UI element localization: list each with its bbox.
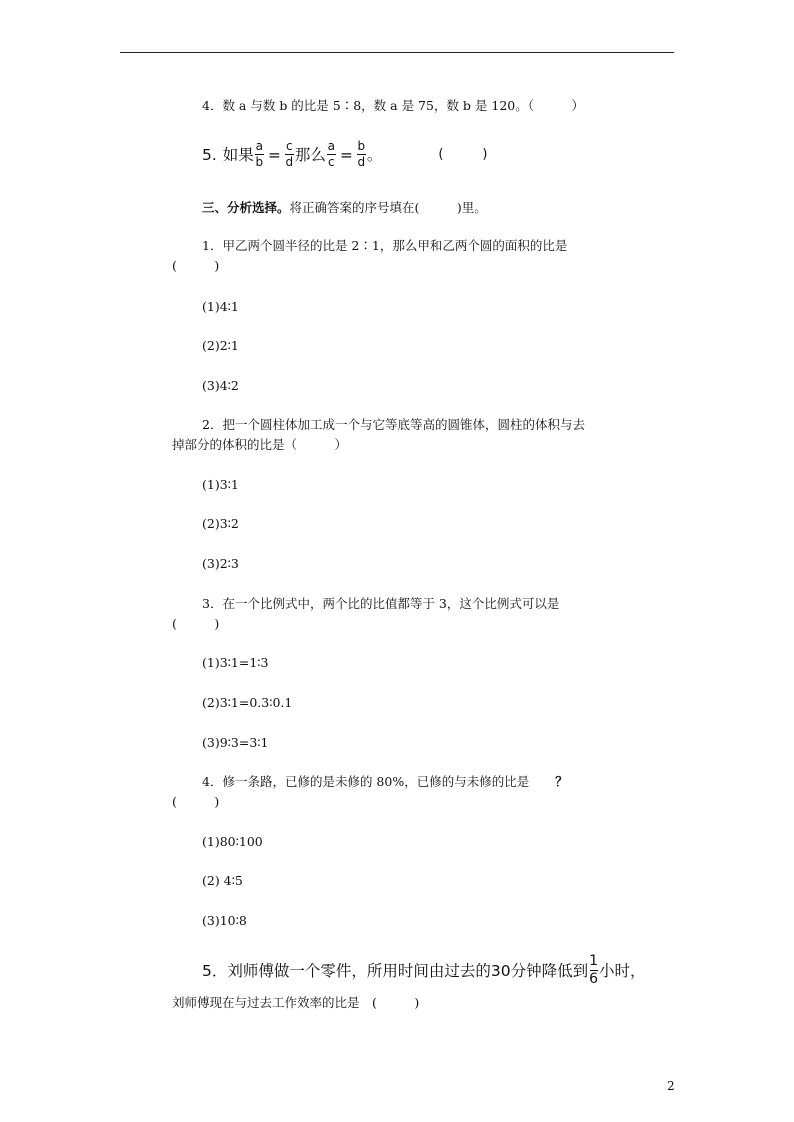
equals-sign: = [267, 145, 281, 164]
fraction-b-over-d: $\frac{b}{d}$ [357, 139, 366, 169]
section-3-instruction: 将正确答案的序号填在( )里。 [289, 200, 487, 215]
fraction-c-over-d: $\frac{c}{d}$ [285, 139, 294, 169]
question-5-tail: 小时， [599, 961, 646, 980]
question-2-stem: 2．把一个圆柱体加工成一个与它等底等高的圆锥体，圆柱的体积与去 [202, 417, 585, 432]
page-number: 2 [667, 1079, 675, 1093]
section-3-title: 三、分析选择。 [202, 200, 290, 215]
judge-q5-end: 。 [366, 145, 383, 164]
question-3-answer-paren: ( ) [172, 616, 220, 631]
question-1-option-3: (3)4∶2 [202, 378, 239, 393]
judge-q5-if: 如果 [222, 145, 254, 164]
question-2-option-1: (1)3∶1 [202, 477, 239, 492]
question-5-line2: 刘师傅现在与过去工作效率的比是 ( ) [172, 995, 420, 1010]
question-4-option-2: (2) 4∶5 [202, 873, 243, 888]
equals-sign: = [339, 145, 353, 164]
question-1-option-2: (2)2∶1 [202, 338, 239, 353]
question-4-option-1: (1)80∶100 [202, 834, 263, 849]
question-3-option-1: (1)3∶1=1∶3 [202, 655, 269, 670]
question-mark: ？ [555, 774, 568, 789]
question-3-option-2: (2)3∶1=0.3∶0.1 [202, 695, 293, 710]
question-4-stem: 4．修一条路，已修的是未修的 80%，已修的与未修的比是 [202, 774, 530, 789]
fraction-a-over-c: $\frac{a}{c}$ [327, 139, 335, 169]
question-4-answer-paren: ( ) [172, 794, 220, 809]
judge-q4: 4．数 a 与数 b 的比是 5∶8，数 a 是 75，数 b 是 120。（ ） [202, 98, 584, 113]
judge-q5 [202, 140, 488, 169]
judge-q5-number: 5. [202, 145, 217, 164]
fraction-one-sixth: $\frac{1}{6}$ [589, 953, 599, 987]
judge-q5-then: 那么 [294, 145, 326, 164]
question-3-option-3: (3)9∶3=3∶1 [202, 735, 269, 750]
question-5-stem-row [202, 954, 646, 987]
question-1-stem: 1．甲乙两个圆半径的比是 2∶1，那么甲和乙两个圆的面积的比是 [202, 238, 568, 253]
judge-q5-answer-paren: ( ) [438, 146, 488, 162]
question-1-option-1: (1)4∶1 [202, 299, 239, 314]
question-4-option-3: (3)10∶8 [202, 913, 247, 928]
header-rule [120, 52, 674, 53]
question-3-stem: 3．在一个比例式中，两个比的比值都等于 3，这个比例式可以是 [202, 596, 560, 611]
question-2-option-3: (3)2∶3 [202, 556, 239, 571]
question-5-stem: 5．刘师傅做一个零件，所用时间由过去的30分钟降低到 [202, 961, 589, 980]
question-2-stem-line2: 掉部分的体积的比是（ ） [172, 437, 348, 452]
section-3-heading [202, 200, 487, 216]
question-1-answer-paren: ( ) [172, 258, 220, 273]
question-4-stem-row [202, 774, 568, 790]
fraction-a-over-b: $\frac{a}{b}$ [255, 139, 264, 169]
question-2-option-2: (2)3∶2 [202, 516, 239, 531]
